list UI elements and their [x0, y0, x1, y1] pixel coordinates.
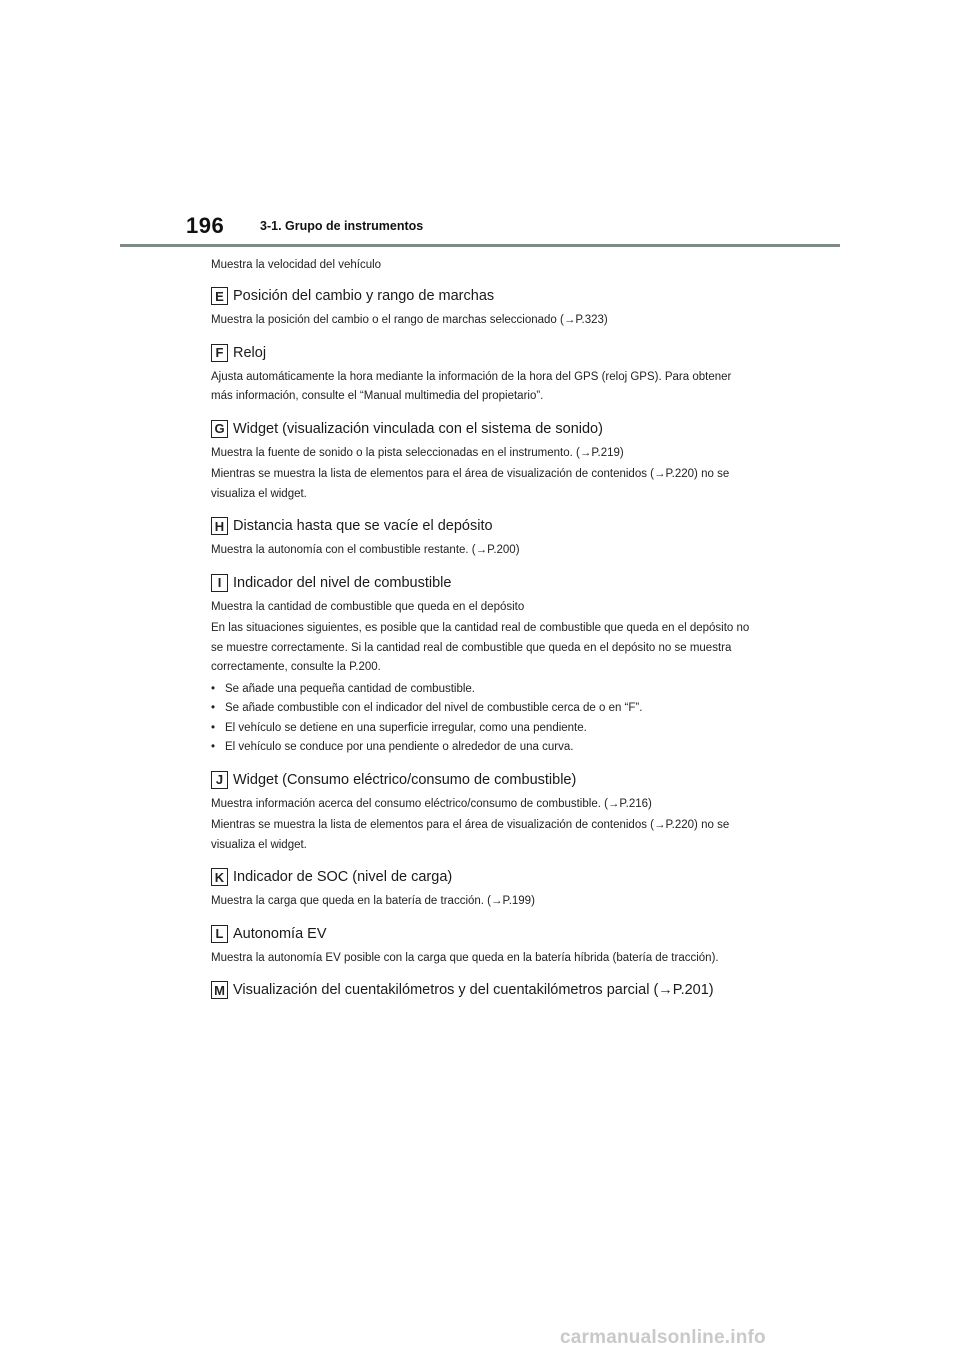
item-letter-badge: G — [211, 420, 228, 438]
item-description: Mientras se muestra la lista de elementos para el área de visualización de contenidos (→P.220) no se visualiza el widget. — [211, 819, 730, 851]
item-g — [211, 420, 756, 505]
item-heading — [211, 771, 756, 789]
item-title: Reloj — [233, 344, 267, 361]
item-description: Muestra la carga que queda en la batería de tracción. (→P.199) — [211, 895, 535, 907]
item-i — [211, 574, 756, 758]
item-f — [211, 344, 756, 407]
item-title: Autonomía EV — [233, 925, 327, 942]
bullet-text: El vehículo se conduce por una pendiente o alrededor de una curva. — [225, 741, 574, 753]
item-description: Mientras se muestra la lista de elementos para el área de visualización de contenidos (→P.220) no se visualiza el widget. — [211, 468, 730, 500]
item-description: Muestra la fuente de sonido o la pista seleccionadas en el instrumento. (→P.219) — [211, 446, 624, 459]
item-heading — [211, 981, 756, 999]
item-description: En las situaciones siguientes, es posible que la cantidad real de combustible que queda en el depósito no se muestre correctamente. Si la cantidad real de combustible que queda en el depósito no se muestra correctamente, consulte la P.200. — [211, 622, 750, 673]
item-heading — [211, 420, 756, 438]
bullet-item — [211, 738, 756, 758]
item-heading — [211, 574, 756, 592]
item-letter-badge: H — [211, 517, 228, 535]
item-letter-badge: I — [211, 574, 228, 592]
item-letter-badge: L — [211, 925, 228, 943]
item-heading — [211, 868, 756, 886]
item-title: Posición del cambio y rango de marchas — [233, 288, 495, 304]
item-l — [211, 925, 756, 969]
item-e — [211, 287, 756, 331]
item-title: Widget (Consumo eléctrico/consumo de combustible) — [233, 771, 577, 788]
item-letter-badge: E — [211, 287, 228, 305]
bullet-item — [211, 680, 756, 700]
item-h — [211, 517, 756, 561]
item-title: Visualización del cuentakilómetros y del cuentakilómetros parcial (→P.201) — [233, 982, 714, 998]
bullet-item — [211, 699, 756, 719]
item-description: Muestra la autonomía con el combustible restante. (→P.200) — [211, 544, 520, 556]
bullet-text: Se añade una pequeña cantidad de combustible. — [225, 682, 476, 695]
bullet-marker: • — [211, 682, 216, 695]
item-k — [211, 868, 756, 912]
item-letter-badge: J — [211, 771, 228, 789]
item-m — [211, 981, 756, 999]
item-title: Distancia hasta que se vacíe el depósito — [233, 518, 493, 534]
item-letter-badge: M — [211, 981, 228, 999]
item-description: Muestra la autonomía EV posible con la carga que queda en la batería híbrida (batería de tracción). — [211, 951, 719, 964]
item-title: Indicador de SOC (nivel de carga) — [233, 869, 453, 885]
item-j — [211, 771, 756, 856]
bullet-marker: • — [211, 702, 216, 714]
bullet-item — [211, 719, 756, 739]
item-heading — [211, 925, 756, 943]
item-description: Muestra la posición del cambio o el rango de marchas seleccionado (→P.323) — [211, 314, 608, 326]
item-heading — [211, 344, 756, 362]
page-number: 196 — [186, 213, 225, 238]
item-title: Indicador del nivel de combustible — [233, 574, 452, 591]
intro-text: Muestra la velocidad del vehículo — [211, 259, 382, 271]
header-divider — [120, 244, 840, 247]
bullet-marker: • — [211, 721, 216, 734]
item-heading — [211, 287, 756, 305]
bullet-text: El vehículo se detiene en una superficie irregular, como una pendiente. — [225, 721, 587, 734]
item-letter-badge: K — [211, 868, 228, 886]
bullet-text: Se añade combustible con el indicador del nivel de combustible cerca de o en “F”. — [225, 702, 643, 714]
watermark: carmanualsonline.info — [560, 1327, 766, 1348]
item-description: Muestra información acerca del consumo eléctrico/consumo de combustible. (→P.216) — [211, 797, 652, 810]
bullet-marker: • — [211, 741, 216, 753]
item-description: Ajusta automáticamente la hora mediante la información de la hora del GPS (reloj GPS). Para obtener más información, consulte el “Manual multimedia del propietario”. — [211, 370, 732, 402]
item-title: Widget (visualización vinculada con el sistema de sonido) — [233, 420, 603, 437]
item-letter-badge: F — [211, 344, 228, 362]
item-list — [211, 287, 756, 999]
item-description: Muestra la cantidad de combustible que queda en el depósito — [211, 600, 525, 613]
item-heading — [211, 517, 756, 535]
section-title: 3-1. Grupo de instrumentos — [260, 219, 424, 233]
page-content — [211, 256, 756, 1012]
